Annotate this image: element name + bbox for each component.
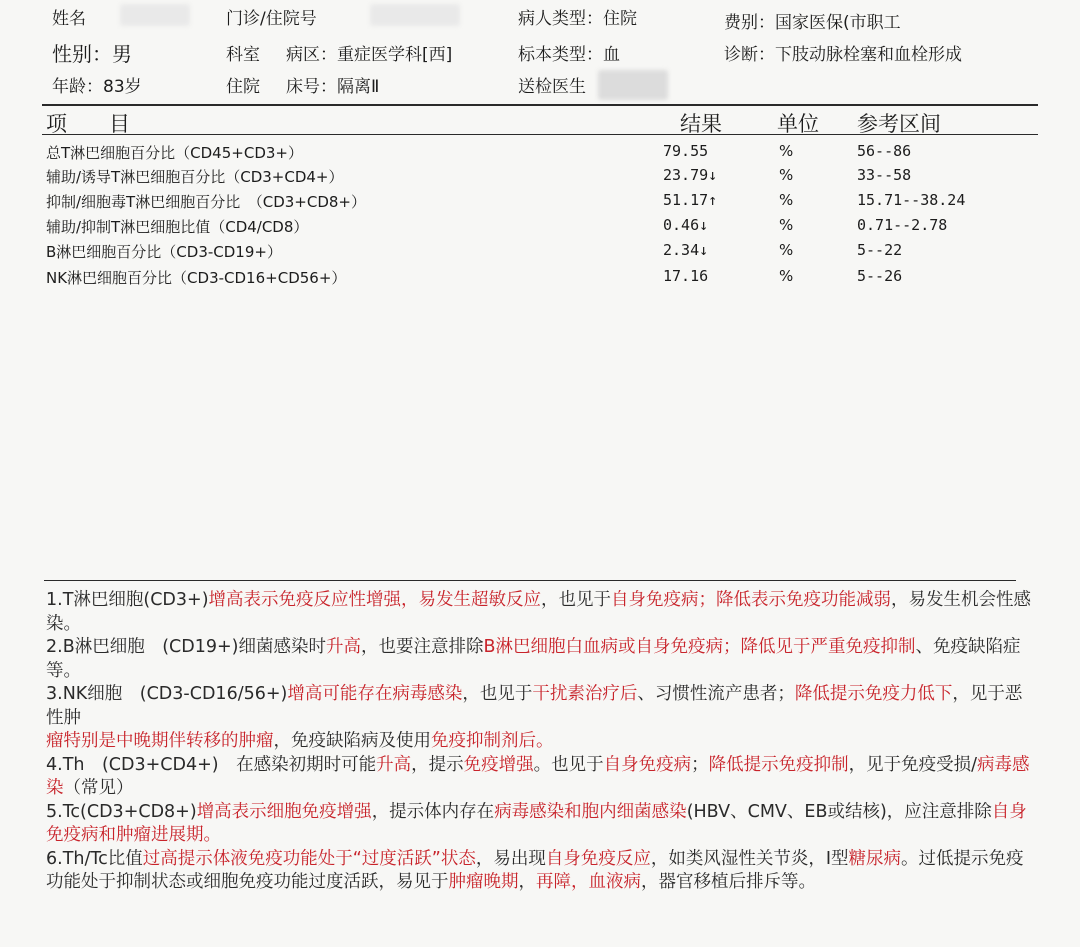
- inpatient-label: 住院: [226, 77, 260, 97]
- row-unit: %: [779, 166, 794, 184]
- row-result: 0.46↓: [663, 216, 709, 234]
- row-flag: ↓: [699, 241, 709, 259]
- row-unit: %: [779, 191, 794, 209]
- doctor-label: 送检医生: [518, 77, 586, 97]
- note-4: 4.Th (CD3+CD4+) 在感染初期时可能升高，提示免疫增强。也见于自身免疫病；降低提示免疫抑制，见于免疫受损/病毒感染（常见）: [46, 754, 1030, 798]
- table-row: [0, 216, 1080, 240]
- column-header-unit: 单位: [777, 112, 819, 136]
- fee-category: 费别：国家医保(市职工: [724, 13, 901, 33]
- row-item: 抑制/细胞毒T淋巴细胞百分比 （CD3+CD8+）: [46, 193, 366, 211]
- department-label: 科室: [226, 45, 260, 65]
- notes-divider: [44, 580, 1016, 581]
- row-result: 23.79↓: [663, 166, 718, 184]
- patient-type: 病人类型：住院: [518, 9, 637, 29]
- note-3: 3.NK细胞 (CD3-CD16/56+)增高可能存在病毒感染，也见于干扰素治疗后、习惯性流产患者；降低提示免疫力低下，见于恶性肿 瘤特别是中晚期伴转移的肿瘤，免疫缺陷病及使用免疫抑制剂后。: [46, 684, 1023, 751]
- table-top-rule: [42, 104, 1038, 106]
- diagnosis: 诊断：下肢动脉栓塞和血栓形成: [724, 45, 962, 65]
- row-flag: ↓: [699, 216, 709, 234]
- row-unit: %: [779, 216, 794, 234]
- table-row: [0, 166, 1080, 190]
- row-item: 总T淋巴细胞百分比（CD45+CD3+）: [46, 144, 303, 162]
- row-reference: 0.71--2.78: [857, 216, 948, 234]
- row-item: 辅助/抑制T淋巴细胞比值（CD4/CD8）: [46, 218, 309, 236]
- row-flag: ↓: [708, 166, 718, 184]
- row-result: 79.55: [663, 142, 709, 160]
- doctor-redaction: [598, 70, 668, 100]
- specimen-type: 标本类型：血: [518, 45, 620, 65]
- interpretation-notes: [46, 589, 1038, 895]
- column-header-reference: 参考区间: [857, 112, 941, 136]
- row-unit: %: [779, 267, 794, 285]
- row-item: B淋巴细胞百分比（CD3-CD19+）: [46, 243, 282, 261]
- ward: 病区：重症医学科[西]: [286, 45, 453, 65]
- note-5: 5.Tc(CD3+CD8+)增高表示细胞免疫增强，提示体内存在病毒感染和胞内细菌感染(HBV、CMV、EB或结核)，应注意排除自身免疫病和肿瘤进展期。: [46, 801, 1027, 845]
- row-reference: 56--86: [857, 142, 912, 160]
- note-1: 1.T淋巴细胞(CD3+)增高表示免疫反应性增强，易发生超敏反应，也见于自身免疫病；降低表示免疫功能减弱，易发生机会性感染。: [46, 590, 1032, 634]
- note-6: 6.Th/Tc比值过高提示体液免疫功能处于“过度活跃”状态，易出现自身免疫反应，如类风湿性关节炎，Ⅰ型糖尿病。过低提示免疫功能处于抑制状态或细胞免疫功能过度活跃，易见于肿瘤晚期，再障，血液病，器官移植后排斥等。: [46, 848, 1024, 892]
- table-row: [0, 267, 1080, 291]
- age: 年龄：83岁: [52, 77, 142, 97]
- row-result: 2.34↓: [663, 241, 709, 259]
- row-reference: 15.71--38.24: [857, 191, 966, 209]
- clinic-number-redaction: [370, 4, 460, 26]
- row-reference: 5--26: [857, 267, 903, 285]
- column-header-result: 结果: [680, 112, 722, 136]
- row-unit: %: [779, 241, 794, 259]
- bed-number: 床号：隔离Ⅱ: [286, 77, 380, 97]
- table-row: [0, 191, 1080, 215]
- table-header-rule: [42, 134, 1038, 135]
- sex: 性别：男: [52, 42, 132, 66]
- row-flag: ↑: [708, 191, 718, 209]
- row-result: 51.17↑: [663, 191, 718, 209]
- row-item: 辅助/诱导T淋巴细胞百分比（CD3+CD4+）: [46, 168, 344, 186]
- clinic-number-label: 门诊/住院号: [226, 9, 317, 29]
- note-2: 2.B淋巴细胞 (CD19+)细菌感染时升高，也要注意排除B淋巴细胞白血病或自身免疫病；降低见于严重免疫抑制、免疫缺陷症等。: [46, 637, 1021, 681]
- row-item: NK淋巴细胞百分比（CD3-CD16+CD56+）: [46, 269, 347, 287]
- name-label: 姓名: [52, 9, 86, 29]
- table-row: [0, 142, 1080, 166]
- row-reference: 5--22: [857, 241, 903, 259]
- row-unit: %: [779, 142, 794, 160]
- row-reference: 33--58: [857, 166, 912, 184]
- column-header-item: 项 目: [46, 112, 130, 136]
- row-result: 17.16: [663, 267, 709, 285]
- name-redaction: [120, 4, 190, 26]
- table-row: [0, 241, 1080, 265]
